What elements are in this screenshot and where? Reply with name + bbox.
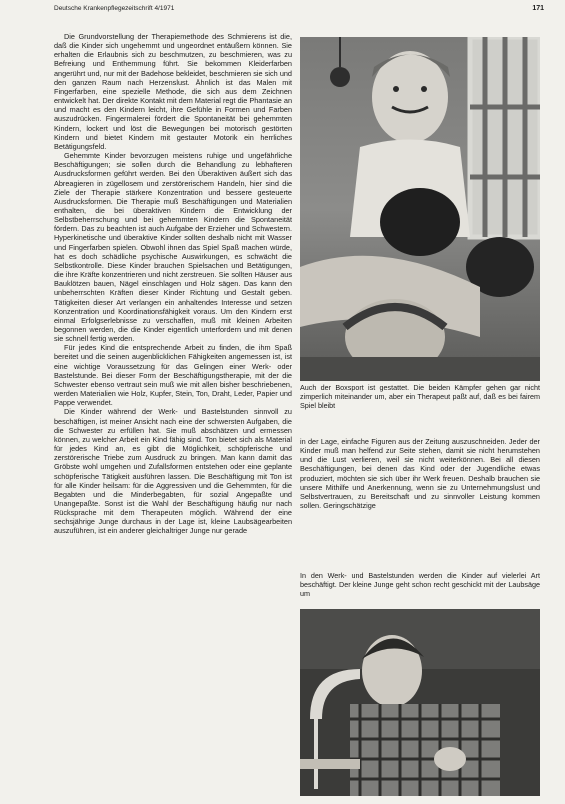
paragraph: Die Grundvorstellung der Therapiemethode des Schmierens ist die, daß die Kinder sich ungehemmt und ungeordnet entäußern können. Sie erhalten die Erlaubnis sich zu beschmutzen, zu beschmieren, was zu Befreiung und Enthemmung führt. Sie bekommen Kleiderfarben angerührt und, nur mit der Badehose bekleidet, beschmieren sie sich und den ganzen Raum nach Herzenslust. Ähnlich ist das Malen mit Fingerfarben, eine spezielle Methode, die sich aus dem Zeichnen entwickelt hat. Der direkte Kontakt mit dem Material regt die Phantasie an und macht es den Kindern leicht, ihre Gefühle in Formen und Farben auszudrücken. Fingermalerei fördert die Spontaneität bei gehemmten Kindern, lockert und löst die Bewegungen bei motorisch gestörten Kindern und bietet Kindern mit gestauter Motorik ein herrliches Betätigungsfeld.: [54, 32, 292, 151]
boxing-photo-illustration: [300, 37, 540, 381]
photo-caption-bottom: In den Werk- und Bastelstunden werden die Kinder auf vielerlei Art beschäftigt. Der kleine Junge geht schon recht geschickt mit der Laubsäge um: [300, 571, 540, 598]
boxing-photo: [300, 37, 540, 381]
fretsaw-photo: [300, 609, 540, 796]
photo-caption-top: Auch der Boxsport ist gestattet. Die beiden Kämpfer gehen gar nicht zimperlich miteinander um, aber ein Therapeut paßt auf, daß es bei fairem Spiel bleibt: [300, 383, 540, 410]
paragraph: Die Kinder während der Werk- und Bastelstunden sinnvoll zu beschäftigen, ist meiner Ansicht nach eine der schwersten Aufgaben, die die Schwester zu erfüllen hat. Sie muß abschätzen und ermessen können, zu welcher Arbeit ein Kind fähig sind. Ton bietet sich als Material für jedes Kind an, es gibt die Möglichkeit, schöpferische und zerstörerische Triebe zum Ausdruck zu bringen. Man kann damit das Gröbste wohl umgehen und Zufallsformen entstehen oder eine geplante schöpferische Tätigkeit ausführen lassen. Die Beschäftigung mit Ton ist für alle Kinder heilsam: für die Aggressiven und die Gehemmten, für die Begabten und die Minderbegabten, für sozial Angepaßte und Unangepaßte. Sonst ist die Wahl der Beschäftigung häufig nur nach Rücksprache mit dem Therapeuten möglich. Während der eine sechsjährige Junge durchaus in der Lage ist, kleine Laubsägearbeiten auszuführen, ist ein anderer gleichaltriger Junge nur gerade: [54, 407, 292, 536]
fretsaw-photo-illustration: [300, 609, 540, 796]
paragraph: Gehemmte Kinder bevorzugen meistens ruhige und ungefährliche Beschäftigungen; sie sollen durch die Behandlung zu lebhafteren Ausdrucksformen geführt werden. Bei den Überaktiven äußert sich das Abreagieren in zügellosem und zerstörerischem Handeln, hier sind die Ziele der Therapie stärkere Konzentration und bessere gesteuerte Ausdrucksformen. Die Therapie muß Beschäftigungen und Materialien enthalten, die bei überaktiven Kindern die Entwicklung der Selbstbeherrschung und bei gehemmten Kindern die Spontaneität fördern. Das zu beachten ist auch Aufgabe der Erzieher und Schwestern. Hyperkinetische und überaktive Kinder sollten deshalb nicht mit Wasser und Fingerfarben spielen. Obwohl ihnen das Spiel Spaß machen würde, hat es doch schädliche psychische Auswirkungen, es schwächt die Selbstkontrolle. Diese Kinder brauchen Spielsachen und Betätigungen, die ihre Kräfte konzentrieren und nicht zerstreuen. Sie sollten Häuser aus Bauklötzen bauen, Nägel einschlagen und Holz sägen. Das kann den unbeherrschten Kräften dieser Kinder Richtung und Gestalt geben. Tätigkeiten dieser Art verlangen ein anhaltendes Interesse und setzen Konzentration und Koordinationsfähigkeit voraus. Um den Kindern erst einmal Erfolgserlebnisse zu verschaffen, muß mit kleinen Arbeiten begonnen werden, die die Kinder eigentlich unterfordern und mit denen sie schnell fertig werden.: [54, 151, 292, 344]
right-column-text: [300, 437, 540, 510]
journal-title: Deutsche Krankenpflegezeitschrift 4/1971: [54, 5, 175, 12]
paragraph: in der Lage, einfache Figuren aus der Zeitung auszuschneiden. Jeder der Kinder muß man helfend zur Seite stehen, damit sie nicht herumstehen und die Lust verlieren, weil sie nicht weiterkönnen. Bei all diesen Beschäftigungen, bei denen das Kind oder der Jugendliche etwas produziert, möchten sie sich über ihr Werk freuen. Deshalb brauchen sie unsere Mithilfe und Anerkennung, wenn sie zu Unternehmungslust und Selbstvertrauen, zu Bereitschaft und zu sinnvoller Leistung kommen sollen. Geringschätzige: [300, 437, 540, 511]
paragraph: Für jedes Kind die entsprechende Arbeit zu finden, die ihm Spaß bereitet und die seinen augenblicklichen Fähigkeiten angemessen ist, ist eine wichtige Voraussetzung für das Gelingen einer Werk- oder Bastelstunde. Bei dieser Form der Beschäftigungstherapie, mit der die Schwester ebenso vertraut sein muß wie mit allen bisher beschriebenen, werden Materialien wie Holz, Kupfer, Stein, Ton, Draht, Leder, Papier und Pappe verwendet.: [54, 343, 292, 408]
left-column-text: [54, 32, 292, 536]
page-header: [54, 5, 544, 17]
page-number: 171: [532, 5, 544, 12]
